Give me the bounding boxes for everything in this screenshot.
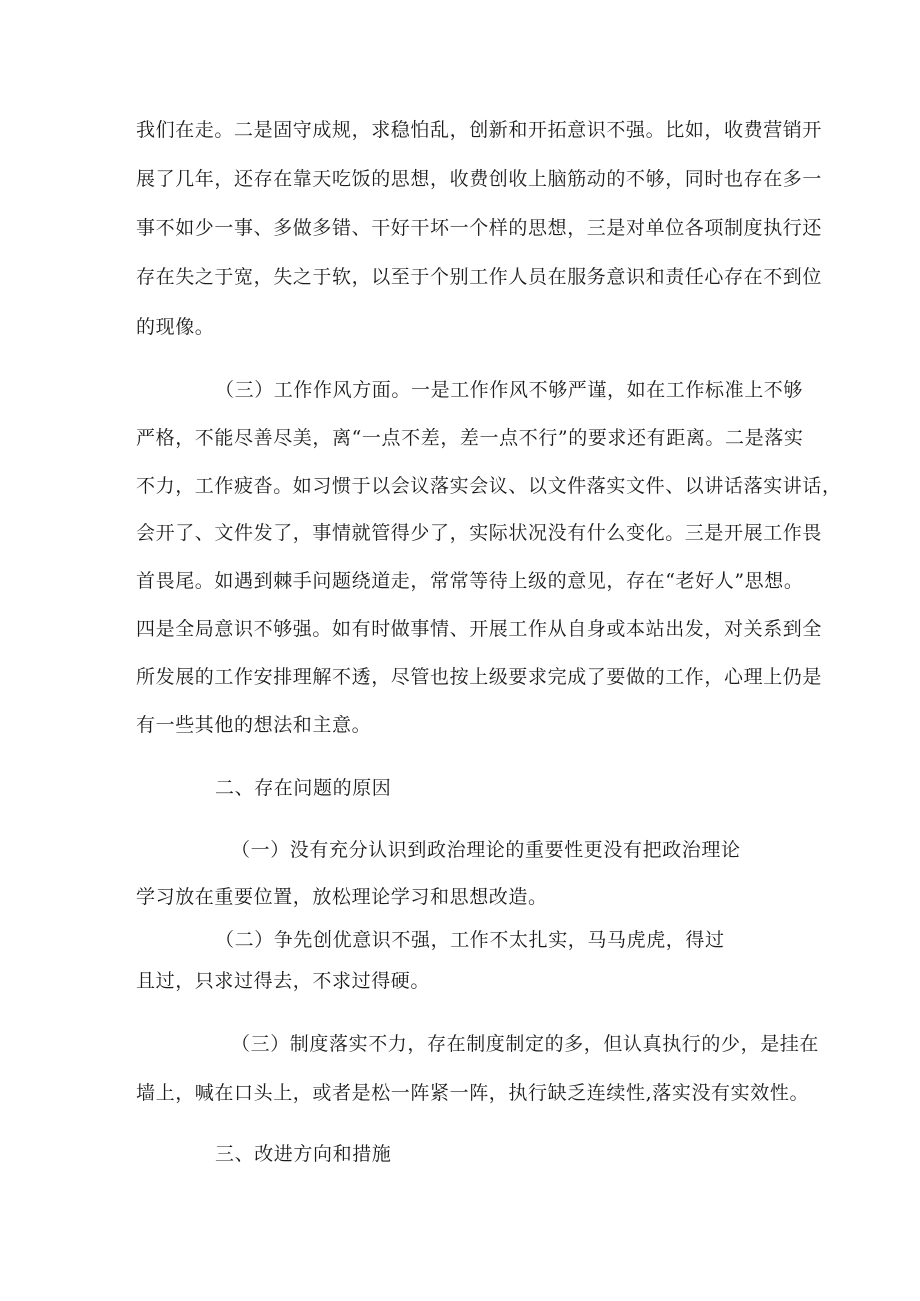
text-line: 所发展的工作安排理解不透，尽管也按上级要求完成了要做的工作，心理上仍是 bbox=[136, 666, 823, 688]
text-line: 墙上，喊在口头上，或者是松一阵紧一阵，执行缺乏连续性,落实没有实效性。 bbox=[136, 1082, 810, 1104]
text-line: （一）没有充分认识到政治理论的重要性更没有把政治理论 bbox=[231, 839, 741, 861]
section-heading: 二、存在问题的原因 bbox=[215, 777, 392, 799]
text-line: 事不如少一事、多做多错、干好干坏一个样的思想，三是对单位各项制度执行还 bbox=[136, 217, 823, 239]
text-line: 我们在走。二是固守成规，求稳怕乱，创新和开拓意识不强。比如，收费营销开 bbox=[136, 119, 823, 141]
text-line: 的现像。 bbox=[136, 316, 215, 338]
text-line: 有一些其他的想法和主意。 bbox=[136, 714, 372, 736]
text-line: 会开了、文件发了，事情就管得少了，实际状况没有什么变化。三是开展工作畏 bbox=[136, 522, 823, 544]
text-line: 展了几年，还存在靠天吃饭的思想，收费创收上脑筋动的不够，同时也存在多一 bbox=[136, 168, 823, 190]
text-line: 存在失之于宽，失之于软，以至于个别工作人员在服务意识和责任心存在不到位 bbox=[136, 266, 823, 288]
text-line: 不力，工作疲沓。如习惯于以会议落实会议、以文件落实文件、以讲话落实讲话， bbox=[136, 475, 842, 497]
text-line: 四是全局意识不够强。如有时做事情、开展工作从自身或本站出发，对关系到全 bbox=[136, 618, 823, 640]
text-line: 且过，只求过得去，不求过得硬。 bbox=[136, 970, 431, 992]
text-line: （三）制度落实不力，存在制度制定的多，但认真执行的少，是挂在 bbox=[231, 1033, 820, 1055]
text-line: （二）争先创优意识不强，工作不太扎实，马马虎虎，得过 bbox=[215, 929, 725, 951]
section-heading: 三、改进方向和措施 bbox=[215, 1143, 392, 1165]
text-line: 严格，不能尽善尽美，离“一点不差，差一点不行”的要求还有距离。二是落实 bbox=[136, 427, 804, 449]
text-line: 首畏尾。如遇到棘手问题绕道走，常常等待上级的意见，存在“老好人”思想。 bbox=[136, 570, 804, 592]
text-line: 学习放在重要位置，放松理论学习和思想改造。 bbox=[136, 886, 548, 908]
text-line: （三）工作作风方面。一是工作作风不够严谨，如在工作标准上不够 bbox=[215, 379, 804, 401]
